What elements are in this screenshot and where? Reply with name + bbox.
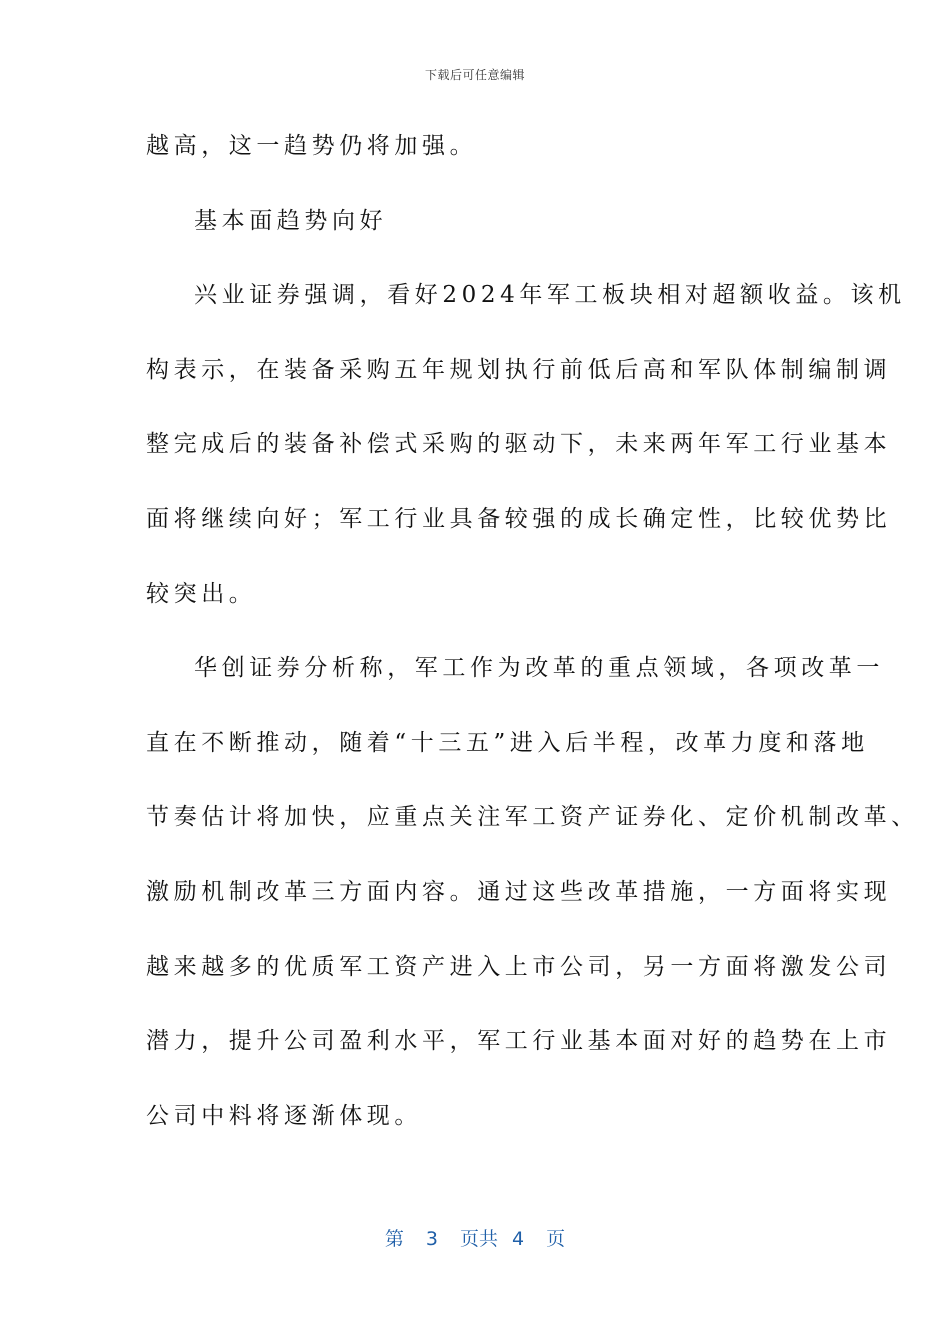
- body-line: 整完成后的装备补偿式采购的驱动下，未来两年军工行业基本: [146, 431, 892, 458]
- body-line: 兴业证券强调，看好2024年军工板块相对超额收益。该机: [194, 282, 906, 309]
- body-line: 潜力，提升公司盈利水平，军工行业基本面对好的趋势在上市: [146, 1028, 892, 1055]
- body-line: 面将继续向好；军工行业具备较强的成长确定性，比较优势比: [146, 505, 892, 532]
- footer-middle: 页共: [459, 1228, 498, 1250]
- page-footer: [0, 1224, 950, 1251]
- footer-page-number: 3: [425, 1228, 438, 1250]
- body-line: 公司中料将逐渐体现。: [146, 1102, 422, 1129]
- section-heading: 基本面趋势向好: [194, 207, 388, 234]
- body-line: 较突出。: [146, 580, 257, 607]
- body-line: 华创证券分析称，军工作为改革的重点领域，各项改革一: [194, 655, 884, 682]
- footer-suffix: 页: [546, 1228, 566, 1250]
- body-line: 直在不断推动，随着“十三五”进入后半程，改革力度和落地: [146, 729, 869, 756]
- body-line: 越来越多的优质军工资产进入上市公司，另一方面将激发公司: [146, 953, 892, 980]
- footer-prefix: 第: [384, 1228, 404, 1250]
- body-line: 节奏估计将加快，应重点关注军工资产证券化、定价机制改革、: [146, 804, 919, 831]
- footer-total-pages: 4: [512, 1228, 525, 1250]
- body-line: 构表示，在装备采购五年规划执行前低后高和军队体制编制调: [146, 356, 892, 383]
- body-line: 激励机制改革三方面内容。通过这些改革措施，一方面将实现: [146, 878, 892, 905]
- document-body: [146, 120, 919, 1164]
- header-note: 下载后可任意编辑: [424, 68, 525, 82]
- body-line: 越高，这一趋势仍将加强。: [146, 133, 478, 159]
